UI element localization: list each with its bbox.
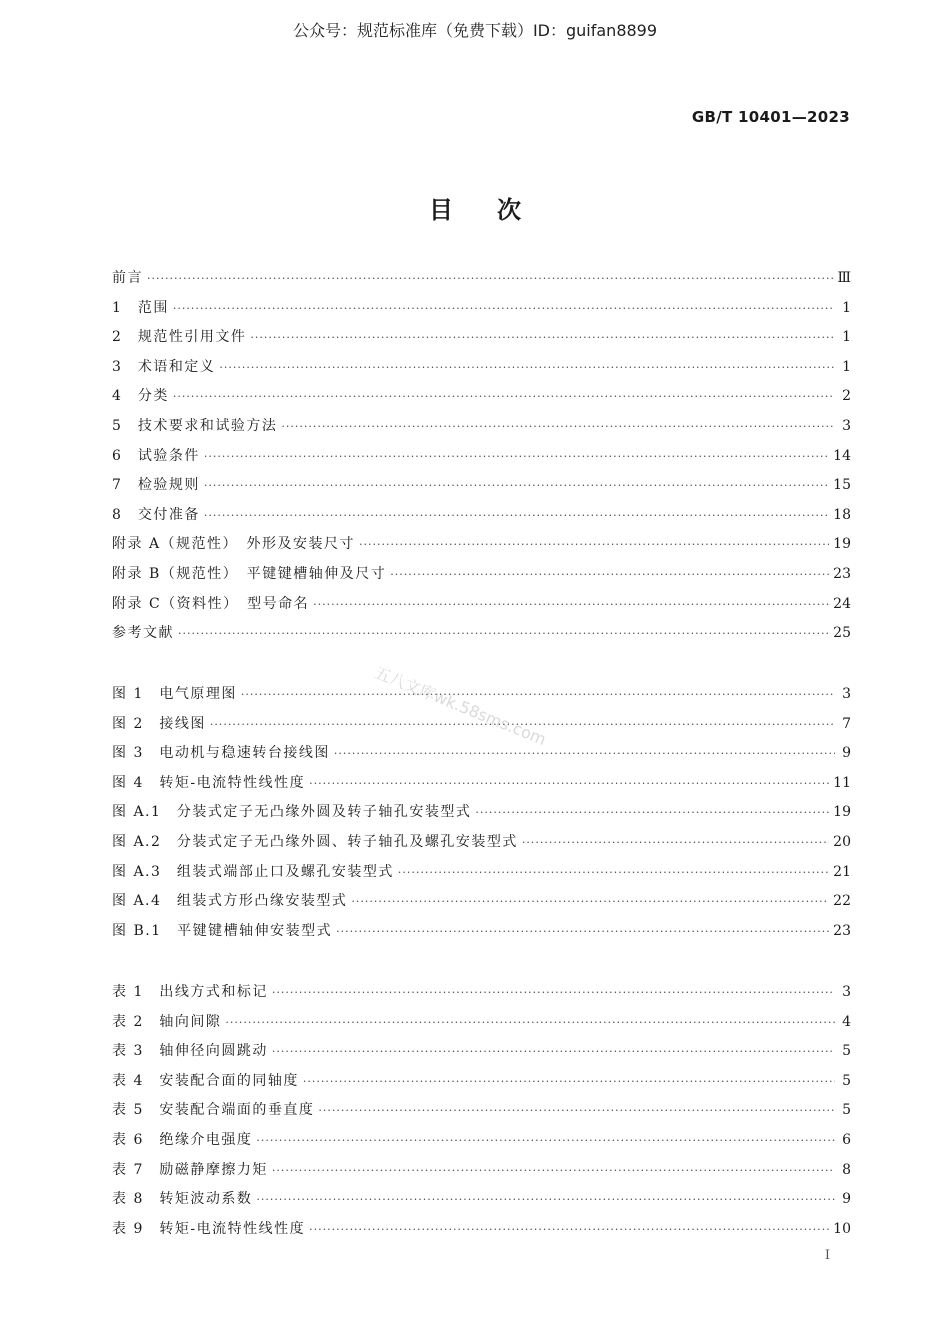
toc-leader-dots [318,1104,835,1117]
toc-entry[interactable] [112,356,851,386]
toc-leader-dots [475,806,829,819]
toc-leader-dots [219,361,835,374]
toc-entry[interactable] [112,415,851,445]
toc-entry-page: 14 [833,447,851,464]
toc-entry[interactable] [112,593,851,623]
toc-entry-page: 19 [833,804,851,821]
toc-entry-label: 图 A.4 组装式方形凸缘安装型式 [112,893,348,910]
toc-entry-label: 图 A.1 分装式定子无凸缘外圆及转子轴孔安装型式 [112,804,472,821]
toc-entry-page: 9 [842,1191,851,1208]
toc-entry-page: 20 [833,833,851,850]
header-watermark: 公众号：规范标准库（免费下载）ID：guifan8899 [292,21,658,40]
toc-entry[interactable] [112,385,851,415]
toc-entry[interactable] [112,772,851,802]
toc-leader-dots [256,1193,835,1206]
toc-leader-dots [178,627,829,640]
toc-entry[interactable] [112,445,851,475]
toc-entry[interactable] [112,474,851,504]
toc-entry-page: 4 [842,1013,851,1030]
toc-leader-dots [147,272,833,285]
toc-entry-page: 22 [833,893,851,910]
toc-entry-label: 2 规范性引用文件 [112,329,247,346]
toc-entry-page: 5 [842,1072,851,1089]
toc-entry-label: 前言 [112,270,143,286]
toc-leader-dots [241,688,835,701]
toc-entry-label: 表 3 轴伸径向圆跳动 [112,1043,268,1060]
toc-entry[interactable] [112,297,851,327]
toc-leader-dots [336,925,829,938]
toc-entry-page: 9 [842,745,851,762]
toc-tables [112,981,851,1247]
standard-code: GB/T 10401—2023 [691,108,850,126]
toc-entry[interactable] [112,1099,851,1129]
toc-entry[interactable] [112,1188,851,1218]
toc-entry-label: 3 术语和定义 [112,358,216,375]
toc-entry-page: 1 [842,299,851,316]
toc-entry-label: 图 B.1 平键键槽轴伸安装型式 [112,922,333,939]
toc-entry-label: 5 技术要求和试验方法 [112,417,278,434]
page-number: I [824,1248,830,1263]
toc-entry-label: 图 A.2 分装式定子无凸缘外圆、转子轴孔及螺孔安装型式 [112,833,518,850]
toc-entry-label: 表 9 转矩-电流特性线性度 [112,1220,306,1237]
toc-entry-page: 2 [842,388,851,405]
toc-leader-dots [272,986,835,999]
toc-entry-page: 23 [833,565,851,582]
toc-entry[interactable] [112,981,851,1011]
toc-entry-label: 附录 C（资料性） 型号命名 [112,595,310,612]
toc-entry-page: 19 [833,536,851,553]
toc-entry-label: 图 A.3 组装式端部止口及螺孔安装型式 [112,863,394,880]
toc-entry-page: 1 [842,358,851,375]
toc-leader-dots [303,1075,835,1088]
toc-entry-label: 表 6 绝缘介电强度 [112,1131,253,1148]
toc-leader-dots [173,390,835,403]
toc-entry[interactable] [112,861,851,891]
toc-entry-label: 参考文献 [112,625,174,642]
toc-entry-label: 表 1 出线方式和标记 [112,984,268,1000]
toc-entry-page: 24 [833,595,851,612]
toc-entry-label: 图 1 电气原理图 [112,686,237,702]
toc-entry-label: 表 4 安装配合面的同轴度 [112,1072,299,1089]
toc-entry[interactable] [112,267,851,297]
toc-entry-page: Ⅲ [837,270,851,286]
toc-entry-label: 表 7 励磁静摩擦力矩 [112,1161,268,1178]
toc-entry[interactable] [112,533,851,563]
toc-entry[interactable] [112,1218,851,1248]
toc-leader-dots [390,568,829,581]
toc-entry-label: 图 4 转矩-电流特性线性度 [112,774,306,791]
toc-leader-dots [334,747,835,760]
toc-leader-dots [225,1016,835,1029]
toc-entry-page: 7 [842,715,851,732]
toc-entry-page: 23 [833,922,851,939]
toc-entry-page: 3 [842,686,851,702]
toc-entry-page: 5 [842,1043,851,1060]
toc-leader-dots [351,895,829,908]
toc-leader-dots [313,598,829,611]
toc-leader-dots [309,777,829,790]
toc-entry[interactable] [112,1159,851,1189]
toc-leader-dots [204,479,829,492]
toc-entry-label: 6 试验条件 [112,447,200,464]
toc-entry[interactable] [112,742,851,772]
toc-entry[interactable] [112,1040,851,1070]
toc-entry[interactable] [112,1129,851,1159]
toc-leader-dots [398,866,829,879]
toc-entry-label: 1 范围 [112,299,169,316]
toc-entry[interactable] [112,622,851,652]
toc-leader-dots [173,302,835,315]
toc-entry-page: 3 [842,417,851,434]
toc-entry-page: 1 [842,329,851,346]
toc-entry[interactable] [112,504,851,534]
toc-chapters [112,267,851,652]
toc-entry-page: 6 [842,1131,851,1148]
toc-entry-page: 8 [842,1161,851,1178]
toc-leader-dots [359,538,829,551]
toc-entry-label: 附录 A（规范性） 外形及安装尺寸 [112,536,356,553]
toc-leader-dots [522,836,829,849]
toc-entry-page: 18 [833,506,851,523]
toc-entry-label: 表 8 转矩波动系数 [112,1191,253,1208]
toc-entry[interactable] [112,801,851,831]
toc-entry-label: 7 检验规则 [112,477,200,494]
toc-entry-page: 5 [842,1102,851,1119]
toc-entry[interactable] [112,326,851,356]
toc-leader-dots [272,1045,835,1058]
toc-entry-page: 10 [833,1220,851,1237]
toc-entry-page: 25 [833,625,851,642]
toc-leader-dots [250,331,835,344]
toc-entry-label: 图 2 接线图 [112,715,206,732]
toc-entry-page: 15 [833,477,851,494]
toc-leader-dots [204,450,829,463]
toc-entry[interactable] [112,1011,851,1041]
toc-entry-page: 21 [833,863,851,880]
page-title: 目次 [429,195,565,224]
toc-entry[interactable] [112,890,851,920]
site-watermark: 五八文库wk.58sms.com [371,662,549,750]
toc-entry[interactable] [112,831,851,861]
toc-entry-label: 表 2 轴向间隙 [112,1013,222,1030]
toc-leader-dots [256,1134,835,1147]
toc-entry-page: 11 [833,774,851,791]
toc-entry[interactable] [112,920,851,950]
toc-entry[interactable] [112,1070,851,1100]
toc-entry-label: 8 交付准备 [112,506,200,523]
toc-leader-dots [309,1223,829,1236]
toc-entry-label: 附录 B（规范性） 平键键槽轴伸及尺寸 [112,565,387,582]
toc-entry-label: 表 5 安装配合端面的垂直度 [112,1102,315,1119]
toc-entry-label: 4 分类 [112,388,169,405]
toc-leader-dots [204,509,829,522]
toc-entry[interactable] [112,563,851,593]
toc-entry-page: 3 [842,984,851,1000]
toc-leader-dots [272,1164,835,1177]
toc-leader-dots [281,420,835,433]
toc-entry-label: 图 3 电动机与稳速转台接线图 [112,745,330,762]
